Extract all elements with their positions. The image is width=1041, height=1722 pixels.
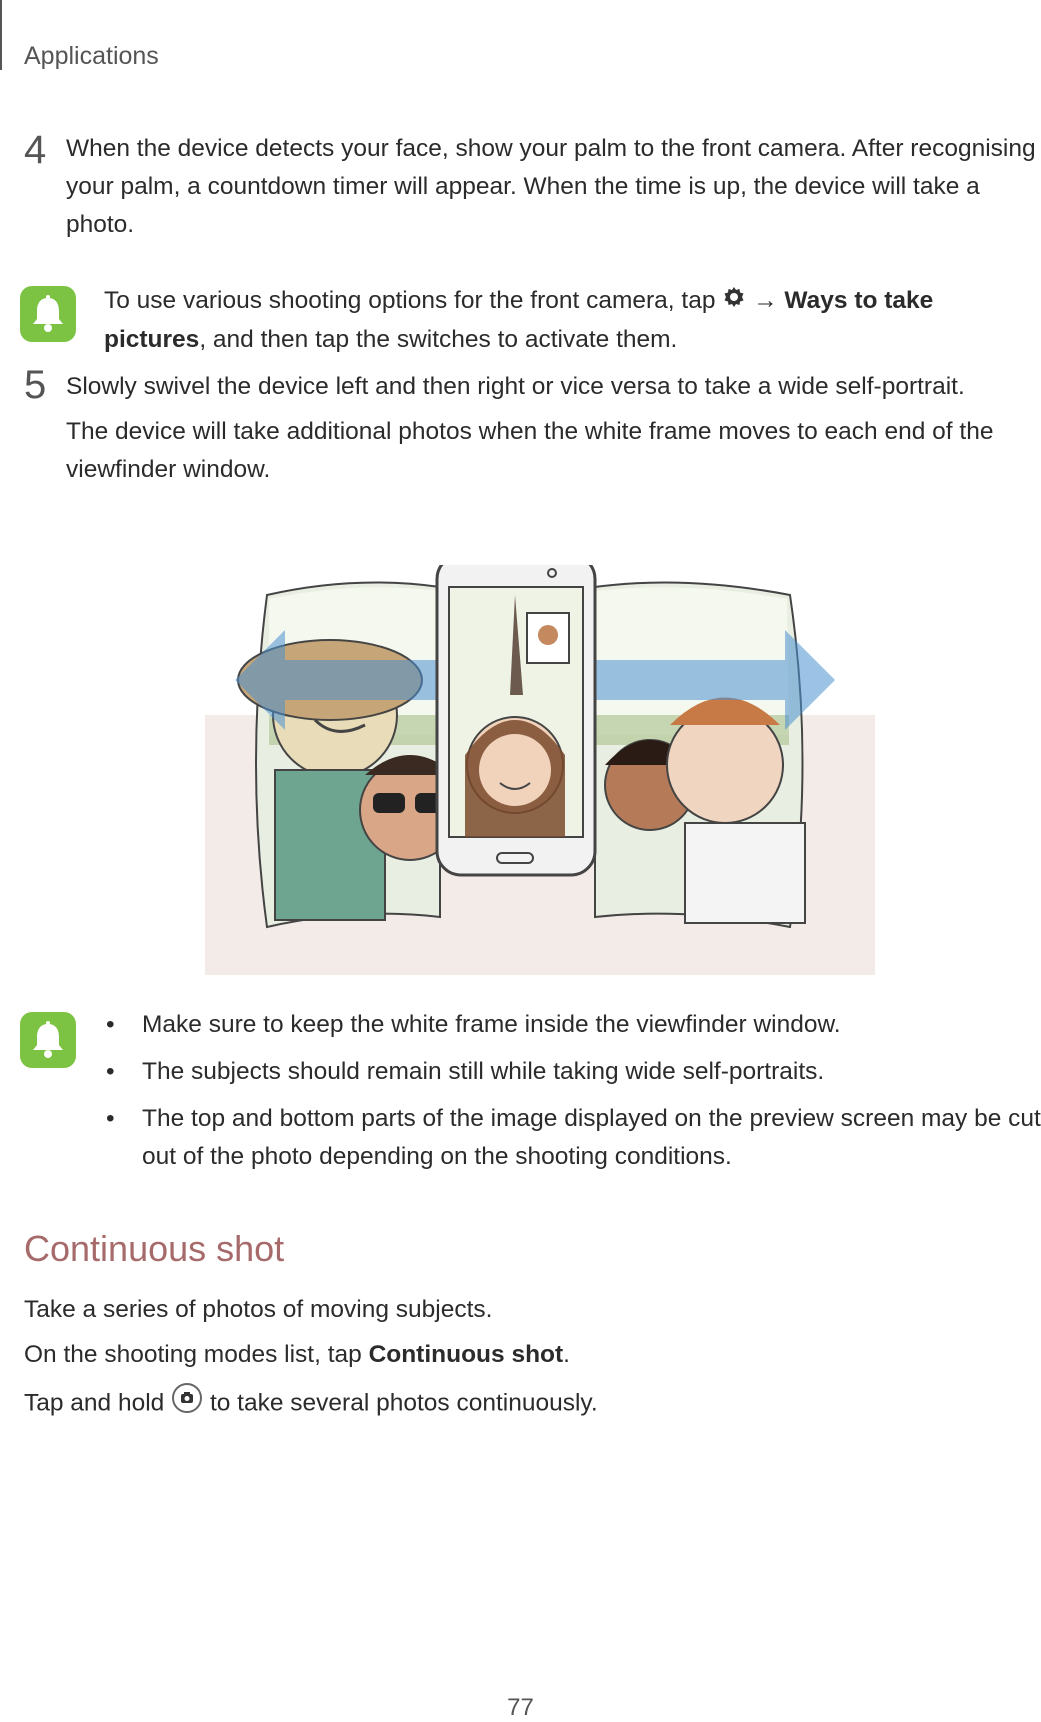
section-p2-post: .	[563, 1341, 570, 1368]
note1-post: , and then tap the switches to activate them.	[199, 325, 678, 353]
step-number-5: 5	[24, 363, 47, 407]
note1-arrow: →	[753, 287, 778, 314]
list-item	[106, 1053, 1041, 1091]
bullet-dot: •	[106, 1105, 115, 1132]
bullet-text: The subjects should remain still while taking wide self-portraits.	[142, 1058, 825, 1085]
section-title: Continuous shot	[24, 1228, 285, 1269]
step4-text: When the device detects your face, show your palm to the front camera. After recognising your palm, a countdown timer will appear. When the time is up, the device will take a photo.	[66, 135, 1036, 238]
section-p2-bold: Continuous shot	[368, 1341, 564, 1368]
bullet-text: The top and bottom parts of the image displayed on the preview screen may be cut out of the photo depending on the shooting conditions.	[142, 1105, 1041, 1170]
section-p3-post: to take several photos continuously.	[209, 1389, 598, 1417]
section-p3	[24, 1382, 1024, 1426]
bullet-dot: •	[106, 1011, 115, 1038]
section-p3-pre: Tap and hold	[24, 1389, 172, 1417]
note2-list	[106, 1006, 1041, 1185]
bell-icon	[20, 1012, 76, 1068]
step-number-4: 4	[24, 128, 47, 172]
note1-pre: To use various shooting options for the front camera, tap	[104, 287, 716, 314]
bullet-dot: •	[106, 1058, 115, 1085]
panorama-illustration	[205, 565, 875, 975]
bell-icon	[20, 286, 76, 342]
bullet-text: Make sure to keep the white frame inside the viewfinder window.	[142, 1011, 841, 1038]
step5-text: Slowly swivel the device left and then right or vice versa to take a wide self-portrait.	[66, 373, 965, 400]
list-item	[106, 1006, 1041, 1044]
page-number: 77	[507, 1694, 534, 1721]
header-section: Applications	[24, 42, 159, 70]
note1-text	[104, 282, 1004, 359]
step5-text2: The device will take additional photos when the white frame moves to each end of the viewfinder window.	[66, 418, 994, 483]
section-p1: Take a series of photos of moving subjects.	[24, 1296, 493, 1323]
section-p2	[24, 1336, 1024, 1374]
list-item	[106, 1100, 1041, 1176]
note1-bold: Ways to take pictures	[104, 287, 934, 353]
camera-shutter-icon	[171, 1382, 203, 1426]
section-p2-pre: On the shooting modes list, tap	[24, 1341, 369, 1368]
header-rule	[0, 0, 2, 70]
gear-icon	[722, 283, 746, 321]
